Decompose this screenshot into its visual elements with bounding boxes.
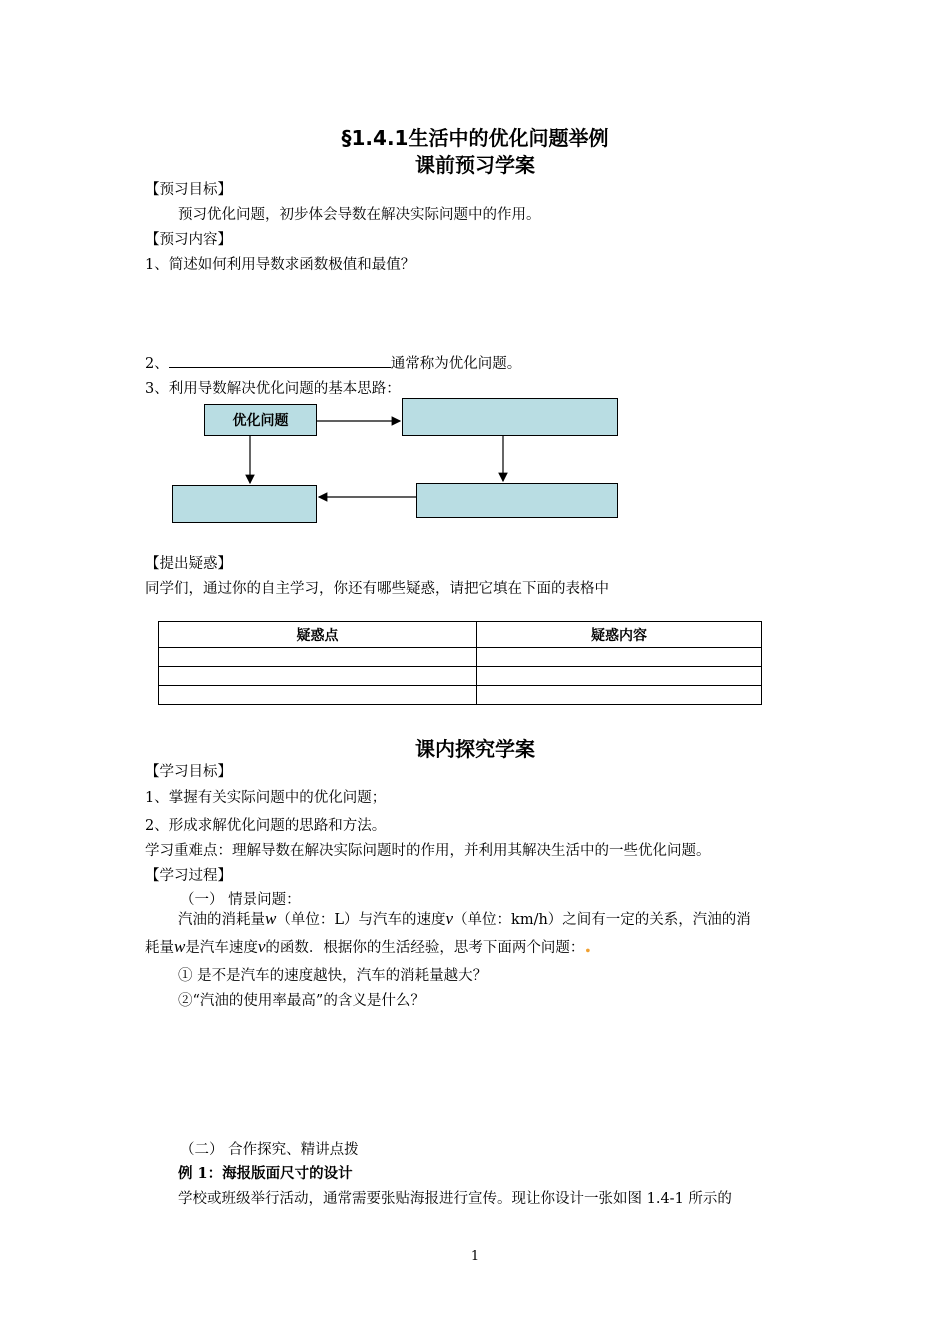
var-w: w xyxy=(174,937,186,956)
accent-dot: . xyxy=(584,933,592,957)
part-1-heading: （一） 情景问题： xyxy=(180,892,301,908)
table-cell[interactable] xyxy=(477,686,762,705)
var-v: v xyxy=(257,937,266,956)
part-2-heading: （二） 合作探究、精讲点拨 xyxy=(180,1142,359,1158)
table-cell[interactable] xyxy=(477,648,762,667)
scene-text-a: 汽油的消耗量 xyxy=(178,912,265,928)
doubt-heading: 【提出疑惑】 xyxy=(145,556,232,572)
table-cell[interactable] xyxy=(477,667,762,686)
scene-line-2 xyxy=(145,932,591,961)
table-row xyxy=(159,667,762,686)
table-row xyxy=(159,686,762,705)
question-b: ②“汽油的使用率最高”的含义是什么？ xyxy=(178,993,425,1009)
flow-box-3[interactable] xyxy=(416,483,618,518)
flow-box-1-label: 优化问题 xyxy=(232,413,289,429)
fill-in-blank[interactable] xyxy=(169,353,391,368)
table-header-row xyxy=(159,622,762,648)
table-header-doubt-point: 疑惑点 xyxy=(159,622,477,648)
var-w: w xyxy=(265,909,277,928)
learn-goal-heading: 【学习目标】 xyxy=(145,764,232,780)
learn-goal-2: 2、形成求解优化问题的思路和方法。 xyxy=(145,818,387,834)
learn-goal-1: 1、掌握有关实际问题中的优化问题； xyxy=(145,790,387,806)
doubt-table xyxy=(158,621,762,705)
question-a: ① 是不是汽车的速度越快，汽车的消耗量越大？ xyxy=(178,968,488,984)
page-number: 1 xyxy=(470,1249,480,1264)
example-1-text: 学校或班级举行活动，通常需要张贴海报进行宣传。现让你设计一张如图 1.4-1 所示的 xyxy=(178,1191,732,1207)
preview-goal-heading: 【预习目标】 xyxy=(145,182,232,198)
key-points: 学习重难点：理解导数在解决实际问题时的作用，并利用其解决生活中的一些优化问题。 xyxy=(145,843,711,859)
table-cell[interactable] xyxy=(159,667,477,686)
question-2 xyxy=(145,352,521,373)
question-3: 3、利用导数解决优化问题的基本思路： xyxy=(145,381,401,397)
table-header-doubt-content: 疑惑内容 xyxy=(477,622,762,648)
question-2-suffix: 通常称为优化问题。 xyxy=(390,356,522,372)
scene-text-f: 的函数．根据你的生活经验，思考下面两个问题： xyxy=(265,940,585,956)
flow-box-4[interactable] xyxy=(172,485,317,523)
var-v: v xyxy=(445,909,454,928)
preview-goal-text: 预习优化问题，初步体会导数在解决实际问题中的作用。 xyxy=(178,207,541,223)
scene-text-d: 耗量 xyxy=(145,940,174,956)
page-title: §1.4.1生活中的优化问题举例 xyxy=(341,126,609,150)
process-heading: 【学习过程】 xyxy=(145,868,232,884)
scene-text-b: （单位：L）与汽车的速度 xyxy=(276,912,446,928)
section-2-title: 课内探究学案 xyxy=(415,737,535,761)
scene-text-c: （单位：km/h）之间有一定的关系，汽油的消 xyxy=(453,912,751,928)
example-1-heading: 例 1：海报版面尺寸的设计 xyxy=(178,1165,353,1182)
question-1: 1、简述如何利用导数求函数极值和最值？ xyxy=(145,257,416,273)
table-cell[interactable] xyxy=(159,648,477,667)
flow-box-optimization-problem xyxy=(204,404,317,436)
question-2-prefix: 2、 xyxy=(145,356,169,372)
preview-content-heading: 【预习内容】 xyxy=(145,232,232,248)
table-cell[interactable] xyxy=(159,686,477,705)
flow-box-2[interactable] xyxy=(402,398,618,436)
table-row xyxy=(159,648,762,667)
page-subtitle: 课前预习学案 xyxy=(415,153,535,177)
doubt-text: 同学们，通过你的自主学习，你还有哪些疑惑，请把它填在下面的表格中 xyxy=(145,581,609,597)
scene-line-1 xyxy=(178,906,751,933)
scene-text-e: 是汽车速度 xyxy=(185,940,258,956)
